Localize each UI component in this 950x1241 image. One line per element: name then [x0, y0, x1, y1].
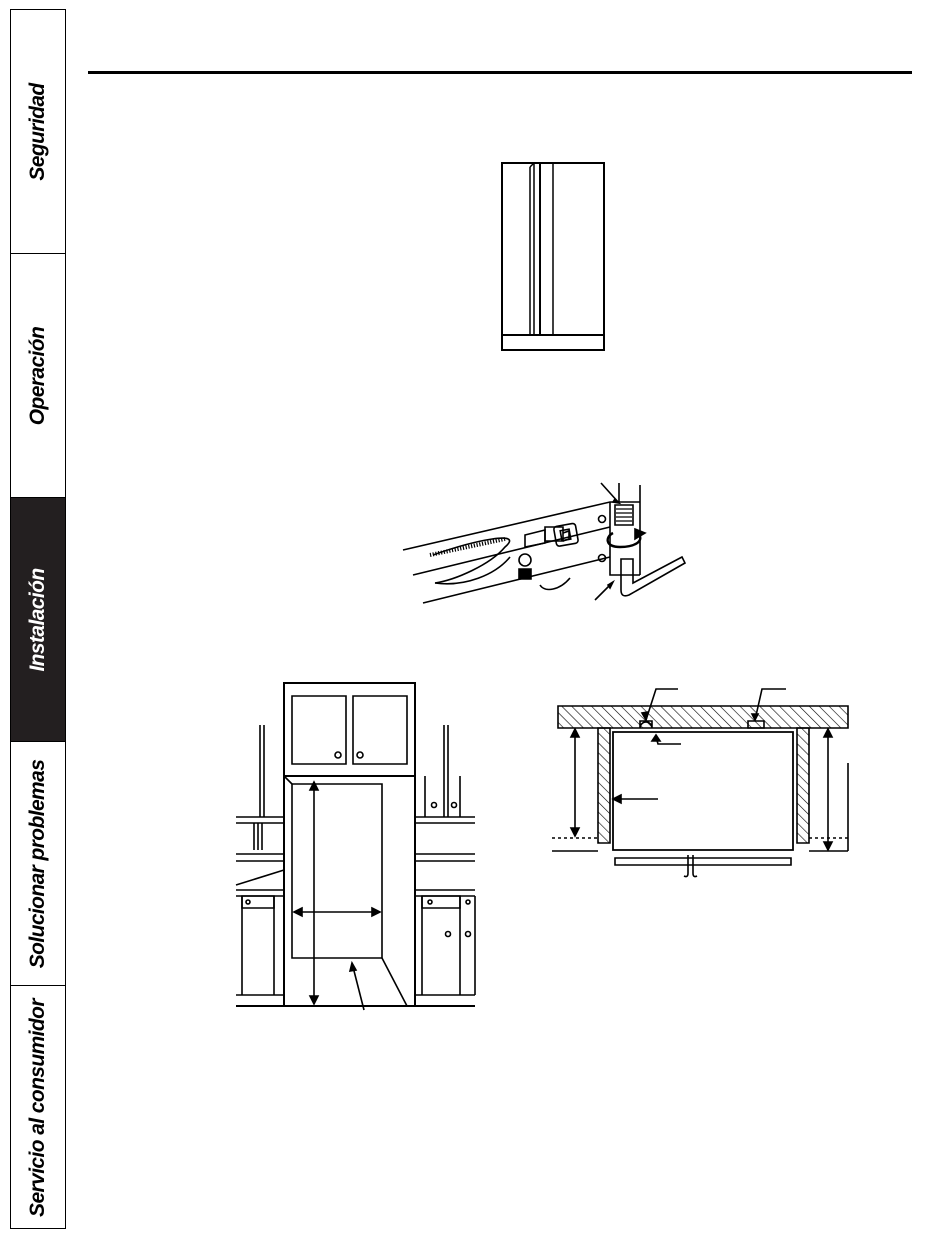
upper-cabinet-door-right [353, 696, 407, 764]
refrigerator-top-outline [613, 732, 793, 850]
front-rail-bottom [423, 557, 610, 603]
tab-solucionar-problemas-label: Solucionar problemas [26, 759, 49, 968]
leveling-leg-figure [395, 475, 700, 630]
tab-solucionar-problemas[interactable] [11, 742, 65, 986]
cabinet-opening-top-figure [548, 683, 853, 888]
upper-cabinet [284, 683, 415, 776]
allen-wrench [621, 557, 685, 596]
right-side-cabinet [797, 728, 809, 843]
front-rail-top [403, 502, 640, 550]
tab-instalacion-label: Instalación [26, 567, 49, 672]
tab-seguridad[interactable] [11, 10, 65, 254]
rear-wall [558, 706, 848, 728]
opening-back-wall [292, 784, 382, 958]
refrigerator-front-figure [490, 155, 615, 360]
tab-instalacion[interactable] [11, 498, 65, 742]
tab-servicio-al-consumidor-label: Servicio al consumidor [26, 999, 49, 1217]
tab-operacion-label: Operación [26, 326, 49, 425]
left-side-cabinet [598, 728, 610, 843]
tab-operacion[interactable] [11, 254, 65, 498]
section-sidebar [10, 9, 66, 1229]
door-panel [615, 858, 791, 865]
tab-seguridad-label: Seguridad [26, 82, 49, 181]
leveling-leg [615, 505, 633, 525]
header-rule [88, 71, 912, 74]
upper-cabinet-door-left [292, 696, 346, 764]
tab-servicio-al-consumidor[interactable] [11, 986, 65, 1230]
screw-head [519, 554, 531, 566]
cabinet-opening-front-figure [232, 680, 477, 1015]
